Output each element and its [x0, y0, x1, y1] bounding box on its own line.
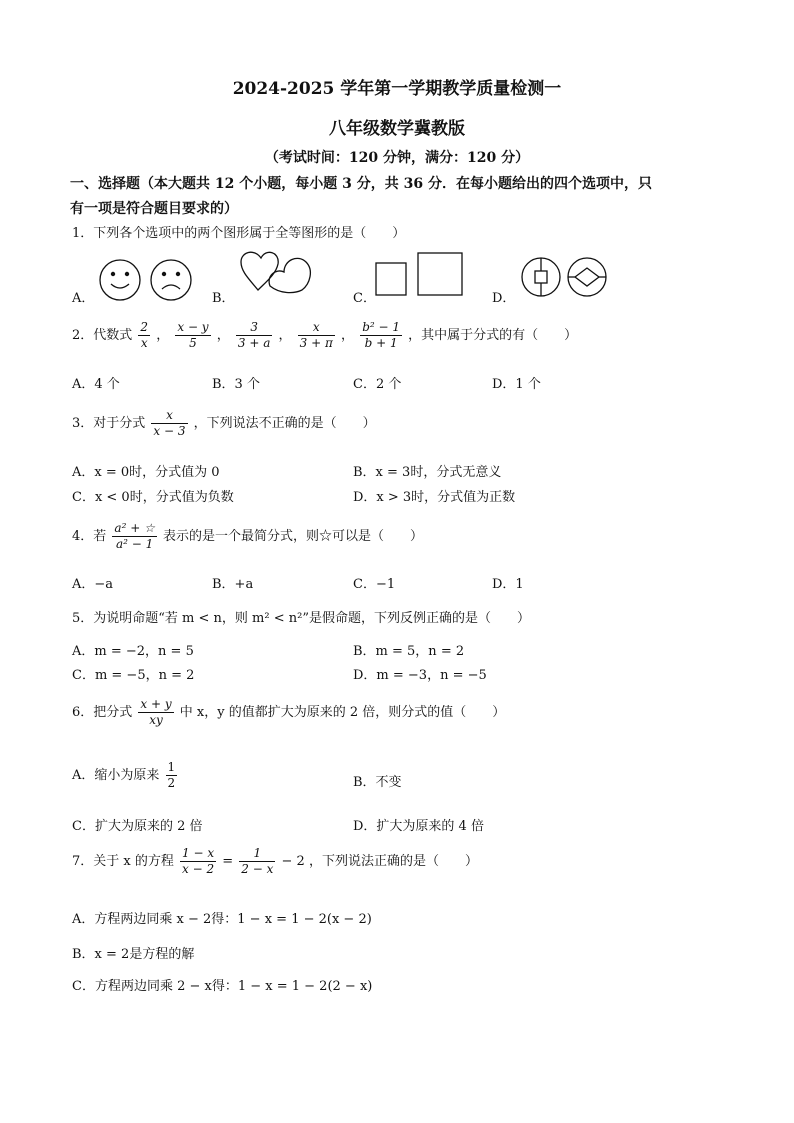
q4-fraction — [112, 521, 156, 552]
q6-f-num: x + y — [140, 697, 172, 711]
heart-icon — [236, 250, 318, 300]
q7-fraction-1 — [180, 846, 216, 877]
q7-f1-num: 1 − x — [182, 846, 215, 860]
q5-option-b: B．m = 5，n = 2 — [353, 644, 465, 659]
q2-f5-num: b² − 1 — [362, 320, 400, 334]
q6-option-a-prefix: A．缩小为原来 — [72, 768, 160, 783]
q4-suffix: 表示的是一个最简分式，则☆可以是（ ） — [162, 529, 423, 544]
q5-option-a: A．m = −2，n = 5 — [72, 644, 194, 659]
q7-option-b: B．x = 2是方程的解 — [72, 947, 195, 962]
q2-f2-num: x − y — [177, 320, 209, 334]
q3-prefix: 3．对于分式 — [72, 416, 146, 431]
q3-f-den: x − 3 — [153, 424, 186, 438]
q2-sep: ， — [278, 328, 292, 343]
smiley-face-icon — [98, 258, 142, 302]
q6-option-c: C．扩大为原来的 2 倍 — [72, 819, 203, 834]
q2-option-d: D．1 个 — [492, 377, 541, 392]
q1-option-b-label: B． — [212, 291, 235, 306]
square-icon — [374, 251, 466, 301]
q4-option-b: B．+a — [212, 577, 254, 592]
question-5-stem: 5．为说明命题“若 m < n，则 m² < n²”是假命题，下列反例正确的是（ ） — [72, 611, 530, 626]
question-7-stem — [72, 846, 478, 877]
q4-prefix: 4．若 — [72, 529, 107, 544]
q7-suffix: ，下列说法正确的是（ ） — [308, 854, 478, 869]
q5-option-d: D．m = −3，n = −5 — [353, 668, 487, 683]
q6-suffix: 中 x，y 的值都扩大为原来的 2 倍，则分式的值（ ） — [179, 705, 506, 720]
q2-suffix: ，其中属于分式的有（ ） — [408, 328, 578, 343]
exam-subtitle: 八年级数学冀教版 — [329, 119, 465, 139]
q7-f2-num: 1 — [239, 846, 275, 862]
q2-f4-num: x — [298, 320, 335, 336]
q2-fraction-1 — [138, 320, 150, 351]
q7-f1-den: x − 2 — [182, 862, 215, 876]
q2-fraction-2 — [175, 320, 210, 351]
exam-info: （考试时间：120 分钟，满分：120 分） — [264, 150, 530, 166]
coin-icon — [520, 256, 612, 300]
exam-title: 2024-2025 学年第一学期教学质量检测一 — [232, 79, 562, 99]
q3-suffix: ，下列说法不正确的是（ ） — [193, 416, 376, 431]
q1-option-c-label: C． — [353, 291, 376, 306]
q1-option-a-label: A． — [72, 291, 95, 306]
q3-fraction — [151, 408, 187, 439]
q2-f5-den: b + 1 — [364, 336, 398, 350]
question-4-stem — [72, 521, 423, 552]
q6-f-den: xy — [149, 713, 163, 727]
q2-f3-num: 3 — [236, 320, 272, 336]
q3-option-a: A．x = 0时，分式值为 0 — [72, 465, 220, 480]
q6-optA-num: 1 — [167, 760, 176, 774]
q7-option-c: C．方程两边同乘 2 − x得：1 − x = 1 − 2(2 − x) — [72, 979, 373, 994]
q3-f-num: x — [151, 408, 187, 424]
q4-option-d: D．1 — [492, 577, 524, 592]
q6-option-b: B．不变 — [353, 775, 402, 790]
q6-fraction — [138, 697, 173, 728]
q7-f2-den: 2 − x — [241, 862, 274, 876]
q4-option-a: A．−a — [72, 577, 114, 592]
q2-fraction-5 — [360, 320, 402, 351]
q4-f-num: a² + ☆ — [114, 521, 155, 535]
q6-prefix: 6．把分式 — [72, 705, 133, 720]
q1-option-d-label: D． — [492, 291, 516, 306]
q2-sep: ， — [341, 328, 355, 343]
q2-f3-den: 3 + a — [237, 336, 271, 350]
section-heading-line2: 有一项是符合题目要求的） — [70, 201, 238, 217]
question-3-stem — [72, 408, 376, 439]
q7-eq: = — [222, 854, 234, 869]
q6-option-a — [72, 760, 179, 791]
q4-f-den: a² − 1 — [115, 537, 154, 551]
q6-optA-den: 2 — [167, 776, 176, 790]
q5-option-c: C．m = −5，n = 2 — [72, 668, 195, 683]
q2-sep: ， — [216, 328, 230, 343]
question-6-stem — [72, 697, 505, 728]
question-2-stem — [72, 320, 577, 351]
q7-fraction-2 — [239, 846, 275, 877]
q2-fraction-3 — [236, 320, 272, 351]
q7-option-a: A．方程两边同乘 x − 2得：1 − x = 1 − 2(x − 2) — [72, 912, 372, 927]
q3-option-d: D．x > 3时，分式值为正数 — [353, 490, 516, 505]
q7-mid: − 2 — [281, 854, 305, 869]
q2-option-b: B．3 个 — [212, 377, 260, 392]
q2-f1-num: 2 — [140, 320, 149, 334]
q2-option-c: C．2 个 — [353, 377, 402, 392]
question-1-stem: 1．下列各个选项中的两个图形属于全等图形的是（ ） — [72, 226, 406, 241]
sad-face-icon — [149, 258, 193, 302]
section-heading-line1: 一、选择题（本大题共 12 个小题，每小题 3 分，共 36 分．在每小题给出的四个选项中，只 — [70, 176, 652, 192]
q3-option-b: B．x = 3时，分式无意义 — [353, 465, 502, 480]
q4-option-c: C．−1 — [353, 577, 396, 592]
q2-f2-den: 5 — [189, 336, 197, 350]
q3-option-c: C．x < 0时，分式值为负数 — [72, 490, 234, 505]
q2-prefix: 2．代数式 — [72, 328, 133, 343]
q2-sep: ， — [156, 328, 170, 343]
q6-option-d: D．扩大为原来的 4 倍 — [353, 819, 484, 834]
q2-option-a: A．4 个 — [72, 377, 120, 392]
q6-option-a-fraction — [166, 760, 178, 791]
q2-fraction-4 — [298, 320, 335, 351]
q2-f1-den: x — [140, 336, 148, 350]
q2-f4-den: 3 + π — [299, 336, 333, 350]
q7-prefix: 7．关于 x 的方程 — [72, 854, 174, 869]
